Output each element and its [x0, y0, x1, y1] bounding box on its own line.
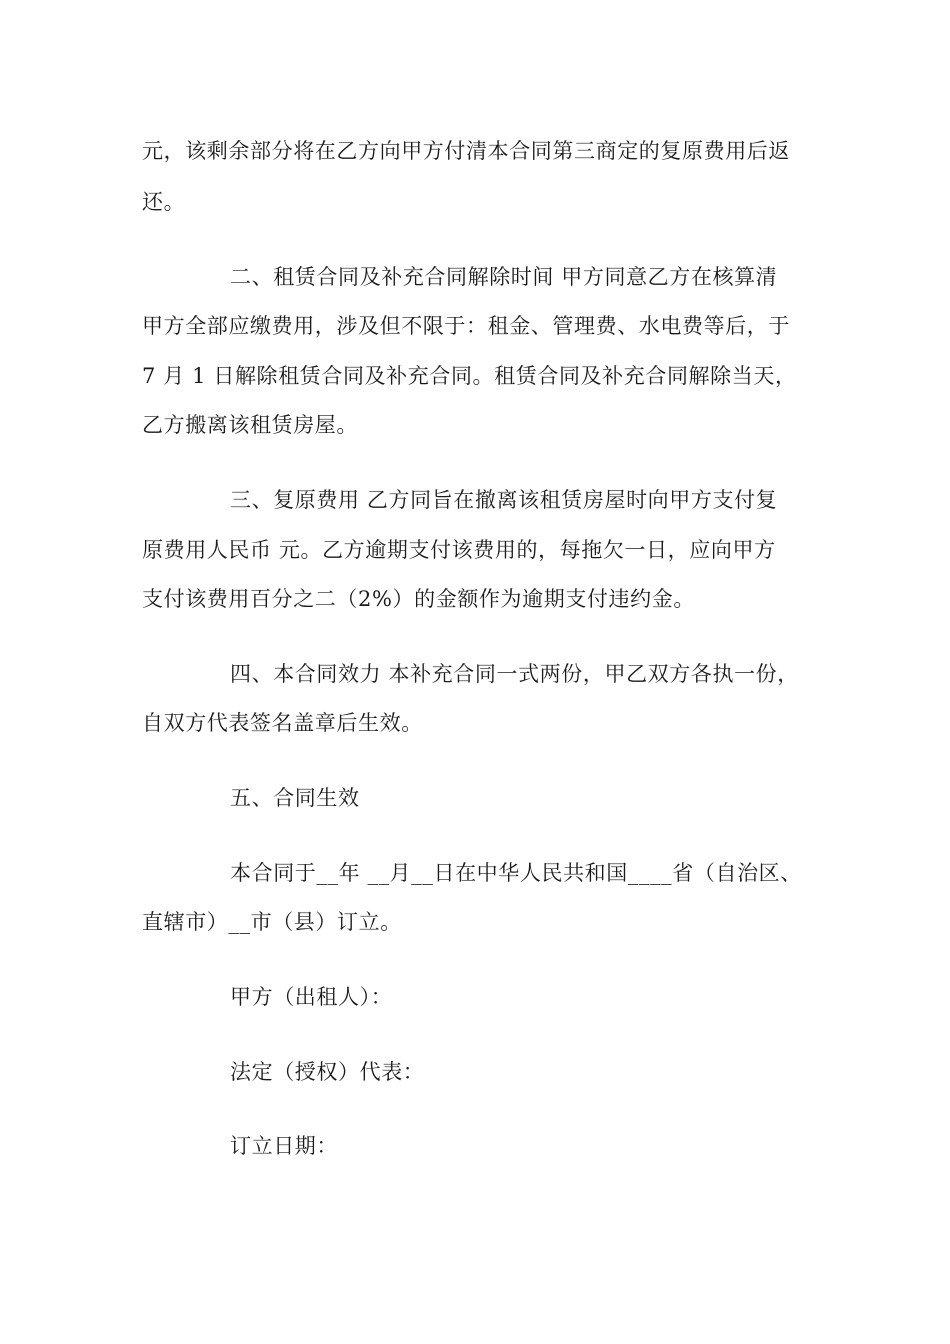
section-2-line-1: 二、租赁合同及补充合同解除时间 甲方同意乙方在核算清	[230, 265, 778, 289]
signing-place-line-1: 本合同于__年 __月__日在中华人民共和国____省（自治区、	[230, 861, 802, 885]
signing-date-label: 订立日期：	[230, 1134, 338, 1158]
section-2-line-4: 乙方搬离该租赁房屋。	[142, 413, 358, 437]
party-a-label: 甲方（出租人）：	[230, 985, 393, 1009]
section-2-line-2: 甲方全部应缴费用，涉及但不限于：租金、管理费、水电费等后，于	[142, 314, 790, 338]
representative-label: 法定（授权）代表：	[230, 1060, 425, 1084]
section-3-line-1: 三、复原费用 乙方同旨在撤离该租赁房屋时向甲方支付复	[230, 488, 778, 512]
section-5-heading: 五、合同生效	[230, 786, 360, 810]
paragraph-1-line-1: 元，该剩余部分将在乙方向甲方付清本合同第三商定的复原费用后返	[142, 139, 790, 163]
section-3-line-2: 原费用人民币 元。乙方逾期支付该费用的，每拖欠一日，应向甲方	[142, 538, 776, 562]
section-4-line-1: 四、本合同效力 本补充合同一式两份，甲乙双方各执一份，	[230, 662, 799, 686]
section-2-line-3: 7 月 1 日解除租赁合同及补充合同。租赁合同及补充合同解除当天，	[142, 364, 797, 388]
signing-place-line-2: 直辖市）__市（县）订立。	[142, 910, 402, 934]
section-3-line-3: 支付该费用百分之二（2%）的金额作为逾期支付违约金。	[142, 587, 695, 611]
paragraph-1-line-2: 还。	[142, 190, 186, 214]
section-4-line-2: 自双方代表签名盖章后生效。	[142, 711, 423, 735]
